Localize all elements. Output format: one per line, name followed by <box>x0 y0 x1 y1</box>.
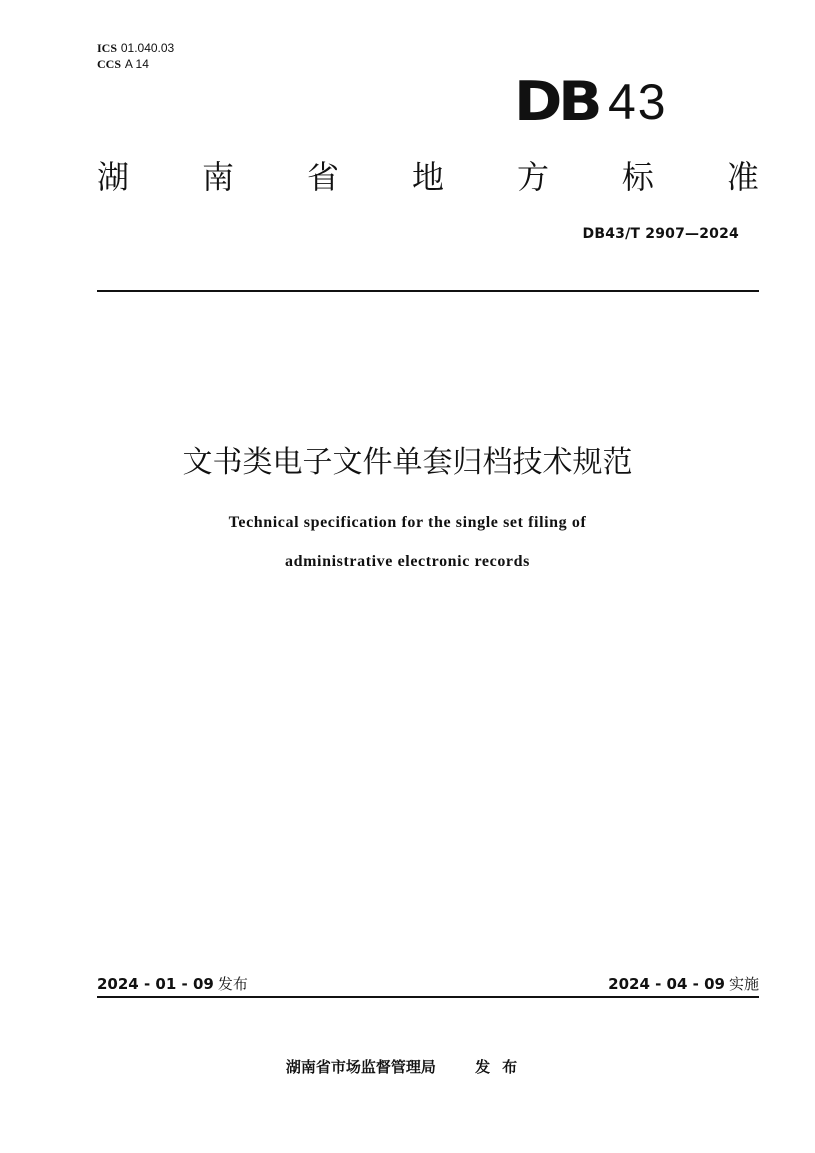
title-chinese: 文书类电子文件单套归档技术规范 <box>182 445 633 480</box>
implementation-date-value: 2024 - 04 - 09 <box>608 975 725 993</box>
issue-date <box>97 973 248 995</box>
ccs-value: A 14 <box>124 57 149 71</box>
standard-type-char: 湖 <box>97 158 130 196</box>
standard-type-char: 省 <box>306 158 339 196</box>
top-divider <box>97 290 759 292</box>
bottom-divider <box>97 996 759 998</box>
db-logo <box>514 70 599 133</box>
ccs-label: CCS <box>97 57 122 71</box>
title-english-line1: Technical specification for the single set filing of <box>228 514 587 531</box>
db-logo-text: DB <box>514 70 599 133</box>
standard-type-heading <box>97 150 759 200</box>
issue-date-label: 发布 <box>217 975 248 993</box>
province-number: 43 <box>607 74 668 130</box>
standard-type-char: 方 <box>516 158 549 196</box>
standard-mark <box>514 72 668 132</box>
implementation-date-label: 实施 <box>728 975 759 993</box>
standard-type-char: 地 <box>411 158 444 196</box>
issue-date-value: 2024 - 01 - 09 <box>97 975 214 993</box>
ics-label: ICS <box>97 41 118 55</box>
standard-type-char: 标 <box>621 158 654 196</box>
implementation-date <box>608 973 759 995</box>
standard-code: DB43/T 2907—2024 <box>582 226 739 242</box>
ics-code <box>97 40 174 56</box>
standard-type-char: 准 <box>726 158 759 196</box>
ccs-code <box>97 56 174 72</box>
standard-type-char: 南 <box>201 158 234 196</box>
title-english-line2: administrative electronic records <box>285 553 530 570</box>
publisher-name: 湖南省市场监督管理局 <box>285 1058 436 1076</box>
publisher <box>0 1056 815 1077</box>
publisher-action: 发布 <box>475 1058 530 1076</box>
classification-codes <box>97 40 174 72</box>
ics-value: 01.040.03 <box>120 41 175 55</box>
